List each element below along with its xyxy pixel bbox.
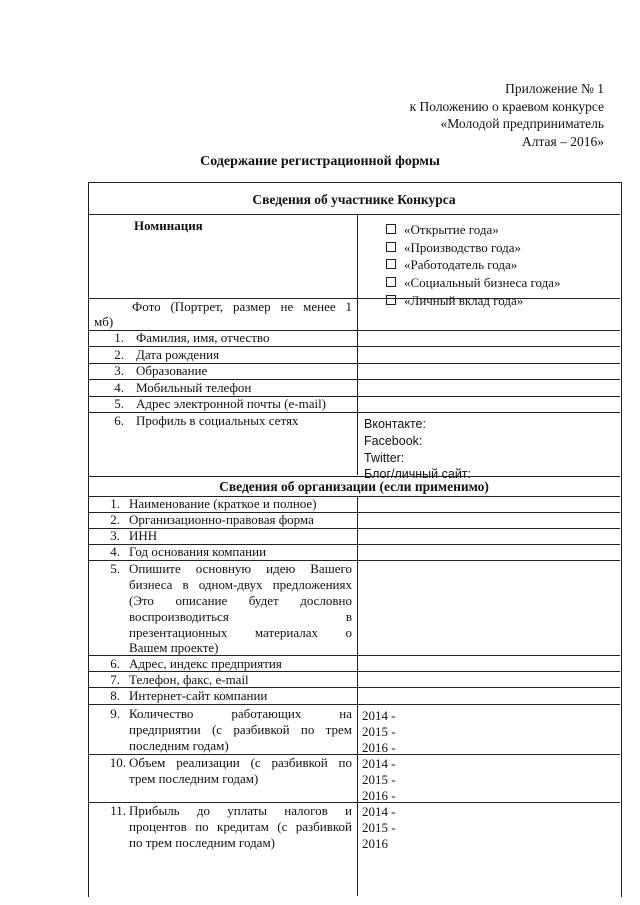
text-line: Опишите основную идею Вашего	[129, 561, 352, 576]
row-number: 2.	[110, 512, 120, 527]
appendix-line-1: Приложение № 1	[505, 81, 604, 96]
field-label-founded-year: Год основания компании	[129, 544, 267, 559]
nomination-label: Номинация	[134, 218, 203, 233]
row-number: 3.	[110, 528, 120, 543]
year-label: 2016 -	[362, 740, 396, 755]
text-line: предприятии (с разбивкой по трем	[129, 722, 352, 737]
social-facebook-label: Facebook:	[364, 433, 423, 448]
text-line: Прибыль до уплаты налогов и	[129, 803, 352, 818]
nomination-option[interactable]: «Личный вклад года»	[386, 292, 523, 310]
form-title: Содержание регистрационной формы	[200, 154, 440, 169]
text-line: Вашем проекте)	[129, 640, 219, 655]
year-label: 2015 -	[362, 772, 396, 787]
row-number: 4.	[110, 544, 120, 559]
field-label-email: Адрес электронной почты (e-mail)	[136, 396, 327, 411]
text-line: последним годам)	[129, 738, 229, 753]
field-label-social-profile: Профиль в социальных сетях	[136, 413, 299, 428]
row-number: 3.	[114, 363, 124, 378]
photo-label-line2: мб)	[94, 314, 114, 329]
year-label: 2016	[362, 836, 388, 851]
text-line: процентов по кредитам (с разбивкой	[129, 819, 352, 834]
field-label-contacts: Телефон, факс, e-mail	[129, 672, 249, 687]
nomination-option[interactable]: «Открытие года»	[386, 221, 499, 239]
column-divider	[357, 215, 358, 475]
field-label-mobile-phone: Мобильный телефон	[136, 380, 252, 395]
appendix-line-4: Алтая – 2016»	[521, 133, 604, 149]
text-line: (Это описание будет дословно	[129, 593, 352, 608]
social-vk-label: Вконтакте:	[364, 417, 426, 431]
year-label: 2016 -	[362, 788, 396, 803]
text-line: воспроизводиться в	[129, 609, 352, 624]
field-label-inn: ИНН	[129, 528, 158, 543]
field-label-education: Образование	[136, 363, 208, 378]
row-number: 1.	[114, 330, 124, 345]
social-twitter-label: Twitter:	[364, 450, 405, 465]
field-label-address: Адрес, индекс предприятия	[129, 656, 282, 671]
photo-label-line1: Фото (Портрет, размер не менее 1	[132, 299, 352, 314]
checkbox-icon[interactable]	[386, 295, 396, 305]
text-line: бизнеса в одном-двух предложениях	[129, 577, 352, 592]
text-line: по трем последним годам)	[129, 835, 276, 850]
section-participant-heading: Сведения об участнике Конкурса	[252, 192, 456, 207]
checkbox-icon[interactable]	[386, 224, 396, 234]
checkbox-icon[interactable]	[386, 259, 396, 269]
row-number: 8.	[110, 688, 120, 703]
field-label-legal-form: Организационно-правовая форма	[129, 512, 314, 527]
row-number: 9.	[110, 706, 120, 721]
field-label-full-name: Фамилия, имя, отчество	[136, 330, 270, 345]
row-number: 11.	[110, 803, 126, 818]
social-blog-label: Блог/личный сайт:	[364, 467, 471, 482]
nomination-option[interactable]: «Производство года»	[386, 239, 521, 257]
profit-years	[362, 804, 396, 852]
row-number: 10.	[109, 755, 126, 770]
row-number: 6.	[110, 656, 120, 671]
text-line: Объем реализации (с разбивкой по	[129, 755, 352, 770]
row-number: 2.	[114, 347, 124, 362]
column-divider	[357, 496, 358, 896]
row-number: 4.	[114, 380, 124, 395]
employee-years	[362, 708, 396, 756]
row-number: 5.	[114, 396, 124, 411]
appendix-header	[410, 80, 604, 150]
year-label: 2014 -	[362, 804, 396, 819]
row-line	[88, 476, 620, 477]
row-number: 5.	[110, 561, 120, 576]
row-number: 1.	[110, 496, 120, 511]
checkbox-icon[interactable]	[386, 242, 396, 252]
field-label-org-name: Наименование (краткое и полное)	[129, 496, 317, 511]
text-line: презентационных материалах о	[129, 625, 352, 640]
year-label: 2015 -	[362, 820, 396, 835]
nomination-option[interactable]: «Социальный бизнеса года»	[386, 274, 561, 292]
year-label: 2014 -	[362, 756, 396, 771]
text-line: Количество работающих на	[129, 706, 352, 721]
text-line: трем последним годам)	[129, 771, 259, 786]
appendix-line-3: «Молодой предприниматель	[440, 116, 604, 131]
checkbox-icon[interactable]	[386, 277, 396, 287]
row-line	[88, 214, 620, 215]
field-label-website: Интернет-сайт компании	[129, 688, 268, 703]
sales-years	[362, 756, 396, 804]
social-list	[364, 416, 471, 483]
field-label-birth-date: Дата рождения	[136, 347, 220, 362]
year-label: 2015 -	[362, 724, 396, 739]
row-number: 6.	[114, 413, 124, 428]
year-label: 2014 -	[362, 708, 396, 723]
nomination-option[interactable]: «Работодатель года»	[386, 256, 517, 274]
section-organization-heading: Сведения об организации (если применимо)	[219, 479, 489, 494]
appendix-line-2: к Положению о краевом конкурсе	[409, 98, 604, 114]
row-number: 7.	[110, 672, 120, 687]
